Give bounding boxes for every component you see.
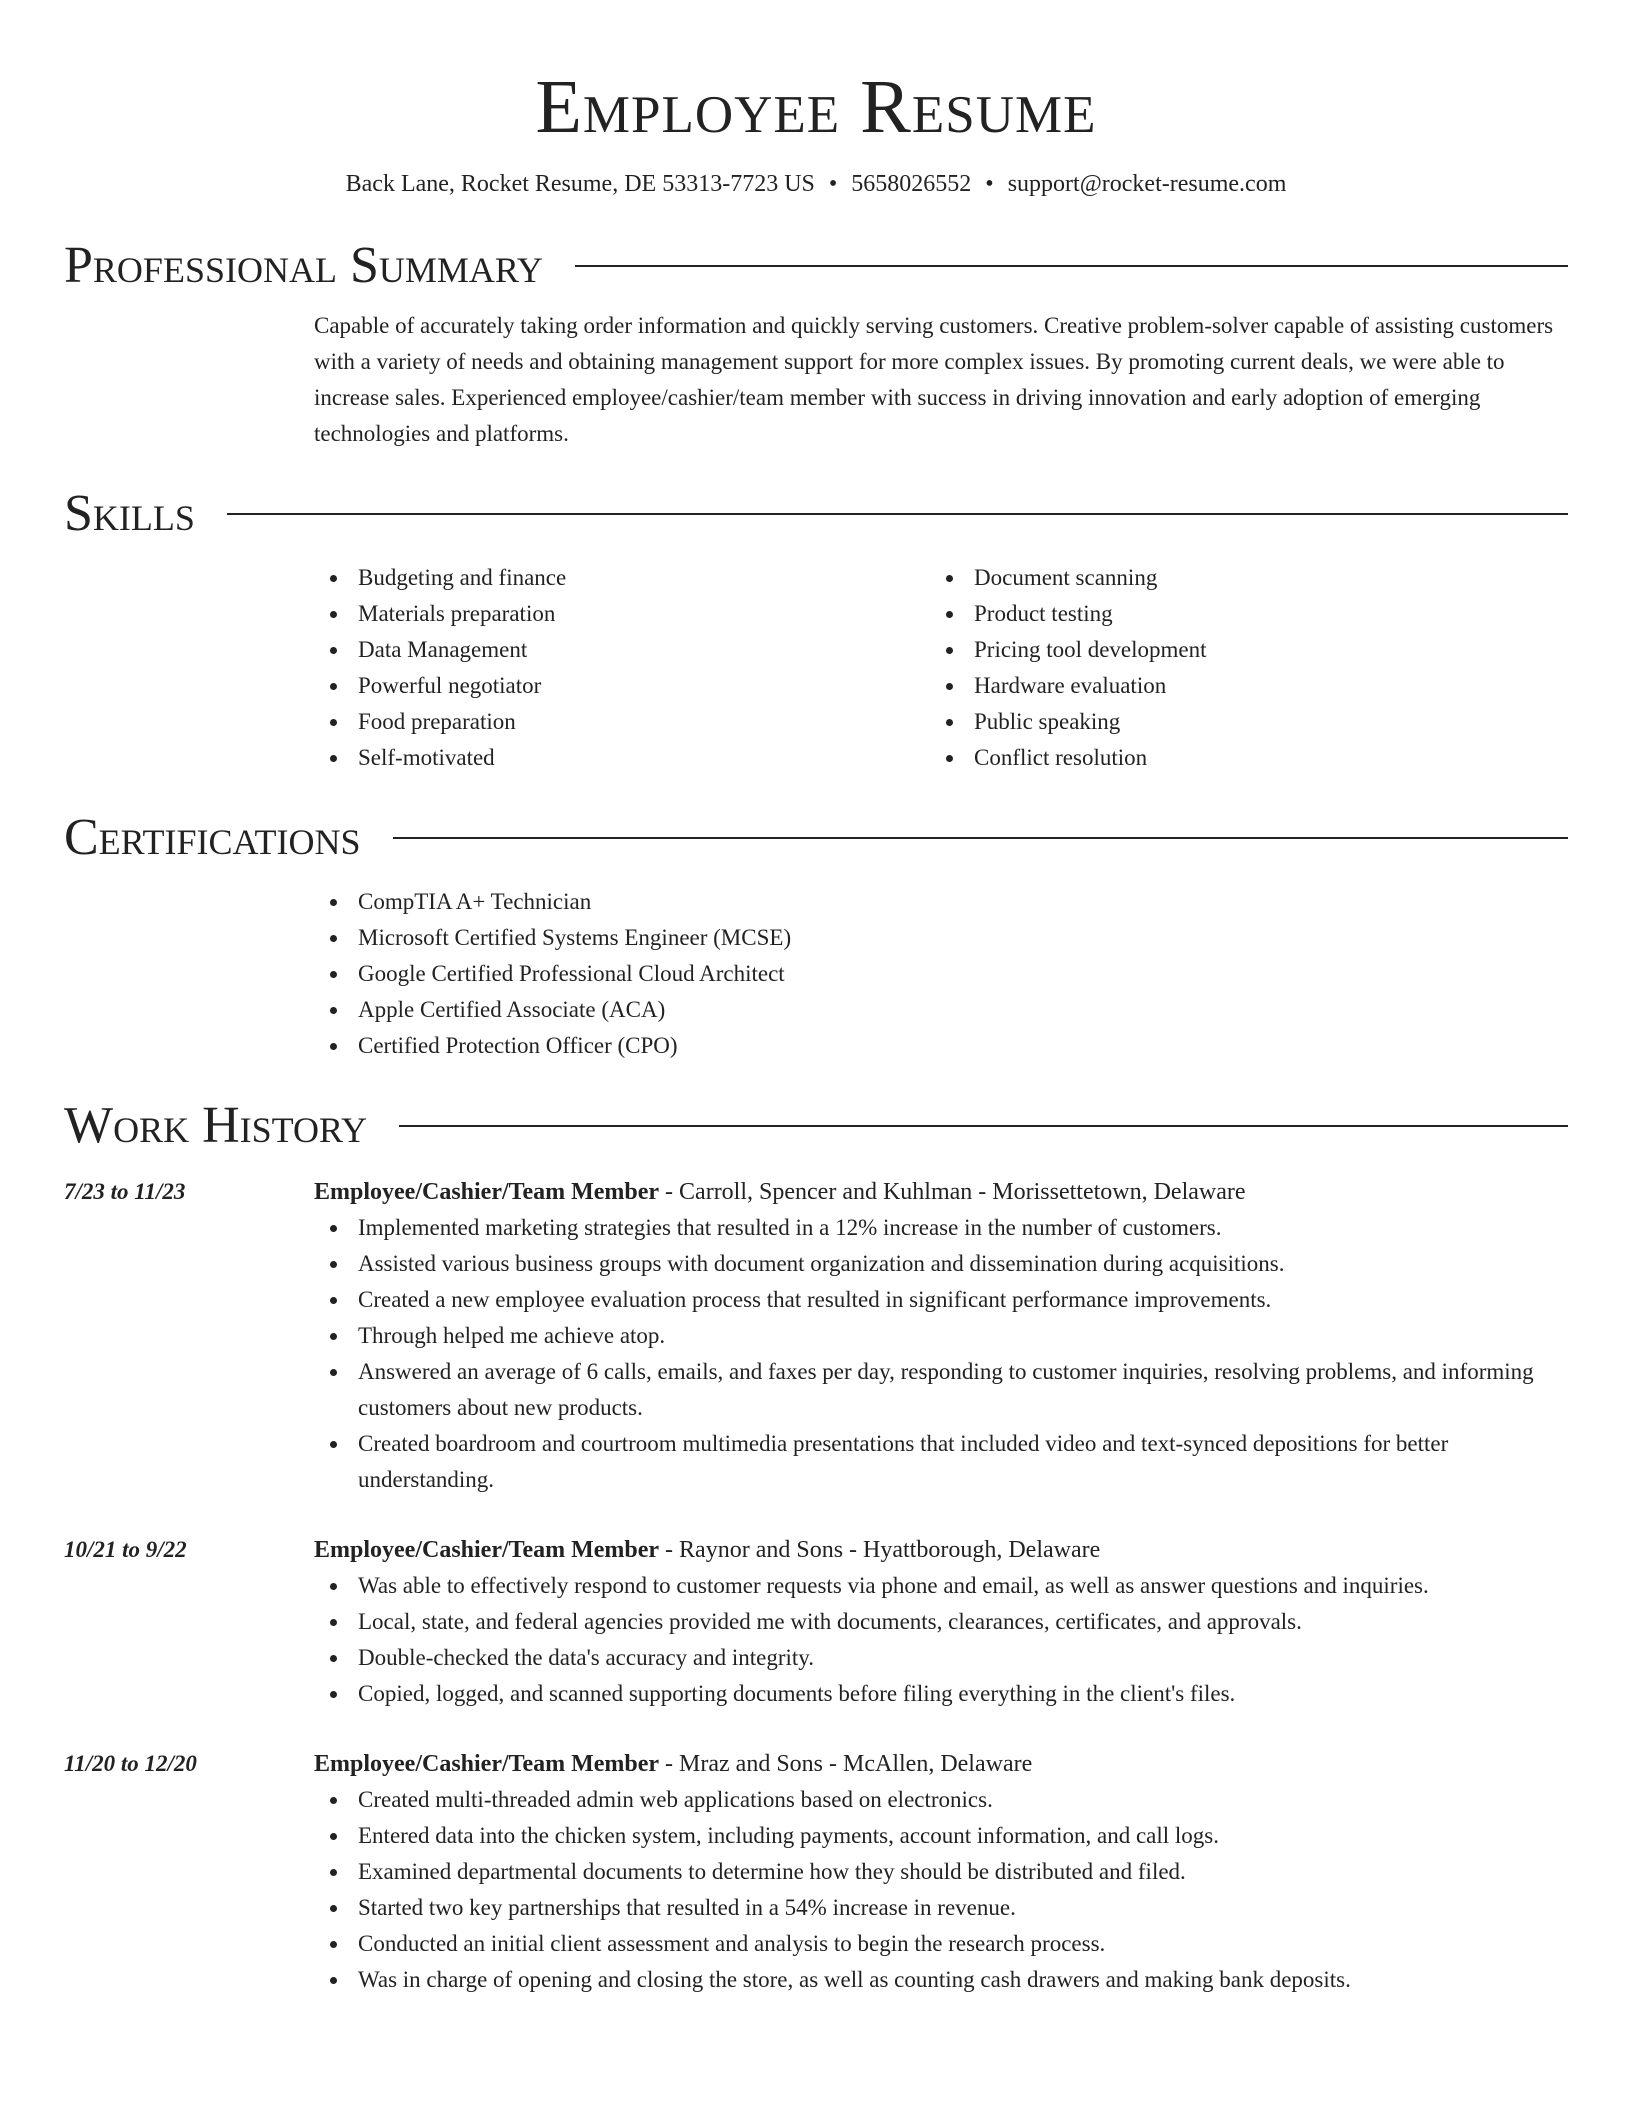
certification-item: CompTIA A+ Technician <box>314 884 1568 920</box>
section-divider <box>393 837 1568 839</box>
section-divider <box>399 1125 1568 1127</box>
summary-text: Capable of accurately taking order information and quickly serving customers. Creative problem-solver capable of assisting customers with a variety of needs and obtaining management support for more complex issues. By promoting current deals, we were able to increase sales. Experienced employee/cashier/team member with success in driving innovation and early adoption of emerging technologies and platforms. <box>314 313 1554 446</box>
job-details <box>314 1746 1568 1998</box>
resume-page <box>64 0 1568 1998</box>
skill-item: Food preparation <box>314 704 930 740</box>
skills-list <box>314 560 1568 776</box>
skill-item: Public speaking <box>930 704 1546 740</box>
job-bullets <box>314 1568 1568 1712</box>
job-bullet: Local, state, and federal agencies provided me with documents, clearances, certificates, and approvals. <box>314 1604 1568 1640</box>
skills-section-title: Skills <box>64 485 195 542</box>
contact-address: Back Lane, Rocket Resume, DE 53313-7723 US <box>345 171 815 197</box>
contact-email: support@rocket-resume.com <box>1007 171 1287 197</box>
job-bullet: Conducted an initial client assessment and analysis to begin the research process. <box>314 1926 1568 1962</box>
skills-section-header <box>64 482 1568 546</box>
skill-item: Conflict resolution <box>930 740 1546 776</box>
job-heading <box>314 1532 1568 1568</box>
skill-item: Product testing <box>930 596 1546 632</box>
job-bullet: Examined departmental documents to determine how they should be distributed and filed. <box>314 1854 1568 1890</box>
job-bullet: Copied, logged, and scanned supporting documents before filing everything in the client's files. <box>314 1676 1568 1712</box>
skills-column-left <box>314 560 930 776</box>
certifications-section-header <box>64 806 1568 870</box>
resume-name: Employee Resume <box>535 65 1097 149</box>
job-dates: 10/21 to 9/22 <box>64 1537 187 1562</box>
job-entry <box>64 1746 1568 1998</box>
job-bullet: Answered an average of 6 calls, emails, and faxes per day, responding to customer inquiries, resolving problems, and informing customers about new products. <box>314 1354 1568 1426</box>
job-bullets <box>314 1782 1568 1998</box>
summary-section-header <box>64 234 1568 298</box>
skill-item: Pricing tool development <box>930 632 1546 668</box>
certifications-list <box>314 884 1568 1064</box>
job-bullet: Was in charge of opening and closing the store, as well as counting cash drawers and making bank deposits. <box>314 1962 1568 1998</box>
job-bullet: Started two key partnerships that resulted in a 54% increase in revenue. <box>314 1890 1568 1926</box>
job-dates: 7/23 to 11/23 <box>64 1179 186 1204</box>
certification-item: Apple Certified Associate (ACA) <box>314 992 1568 1028</box>
job-bullet: Entered data into the chicken system, including payments, account information, and call logs. <box>314 1818 1568 1854</box>
skill-item: Materials preparation <box>314 596 930 632</box>
certification-item: Google Certified Professional Cloud Architect <box>314 956 1568 992</box>
skill-item: Budgeting and finance <box>314 560 930 596</box>
job-bullet: Double-checked the data's accuracy and integrity. <box>314 1640 1568 1676</box>
certifications-section-title: Certifications <box>64 809 361 866</box>
job-company-location: - Mraz and Sons - McAllen, Delaware <box>659 1751 1033 1777</box>
job-heading <box>314 1746 1568 1782</box>
job-entry <box>64 1532 1568 1712</box>
contact-separator: • <box>828 171 838 197</box>
job-bullet: Created boardroom and courtroom multimedia presentations that included video and text-synced depositions for better understanding. <box>314 1426 1568 1498</box>
job-details <box>314 1174 1568 1498</box>
job-bullets <box>314 1210 1568 1498</box>
job-bullet: Assisted various business groups with document organization and dissemination during acquisitions. <box>314 1246 1568 1282</box>
skill-item: Powerful negotiator <box>314 668 930 704</box>
certification-item: Certified Protection Officer (CPO) <box>314 1028 1568 1064</box>
skill-item: Document scanning <box>930 560 1546 596</box>
skills-column-right <box>930 560 1546 776</box>
job-details <box>314 1532 1568 1712</box>
skill-item: Hardware evaluation <box>930 668 1546 704</box>
job-bullet: Implemented marketing strategies that resulted in a 12% increase in the number of customers. <box>314 1210 1568 1246</box>
skill-item: Data Management <box>314 632 930 668</box>
certification-item: Microsoft Certified Systems Engineer (MCSE) <box>314 920 1568 956</box>
section-divider <box>575 265 1568 267</box>
summary-section-title: Professional Summary <box>64 237 543 294</box>
job-bullet: Was able to effectively respond to customer requests via phone and email, as well as answer questions and inquiries. <box>314 1568 1568 1604</box>
work-section-header <box>64 1094 1568 1158</box>
work-section-title: Work History <box>64 1097 368 1154</box>
contact-line <box>64 168 1568 200</box>
job-title: Employee/Cashier/Team Member <box>314 1179 660 1205</box>
job-heading <box>314 1174 1568 1210</box>
job-dates: 11/20 to 12/20 <box>64 1751 197 1776</box>
section-divider <box>227 513 1568 515</box>
contact-separator: • <box>985 171 994 197</box>
skill-item: Self-motivated <box>314 740 930 776</box>
job-title: Employee/Cashier/Team Member <box>314 1751 660 1777</box>
job-bullet: Created a new employee evaluation process that resulted in significant performance improvements. <box>314 1282 1568 1318</box>
job-bullet: Created multi-threaded admin web applications based on electronics. <box>314 1782 1568 1818</box>
job-entry <box>64 1174 1568 1498</box>
contact-phone: 5658026552 <box>851 171 972 197</box>
job-title: Employee/Cashier/Team Member <box>314 1537 660 1563</box>
job-bullet: Through helped me achieve atop. <box>314 1318 1568 1354</box>
job-company-location: - Raynor and Sons - Hyattborough, Delaware <box>659 1537 1101 1563</box>
job-company-location: - Carroll, Spencer and Kuhlman - Morissettetown, Delaware <box>659 1179 1246 1205</box>
